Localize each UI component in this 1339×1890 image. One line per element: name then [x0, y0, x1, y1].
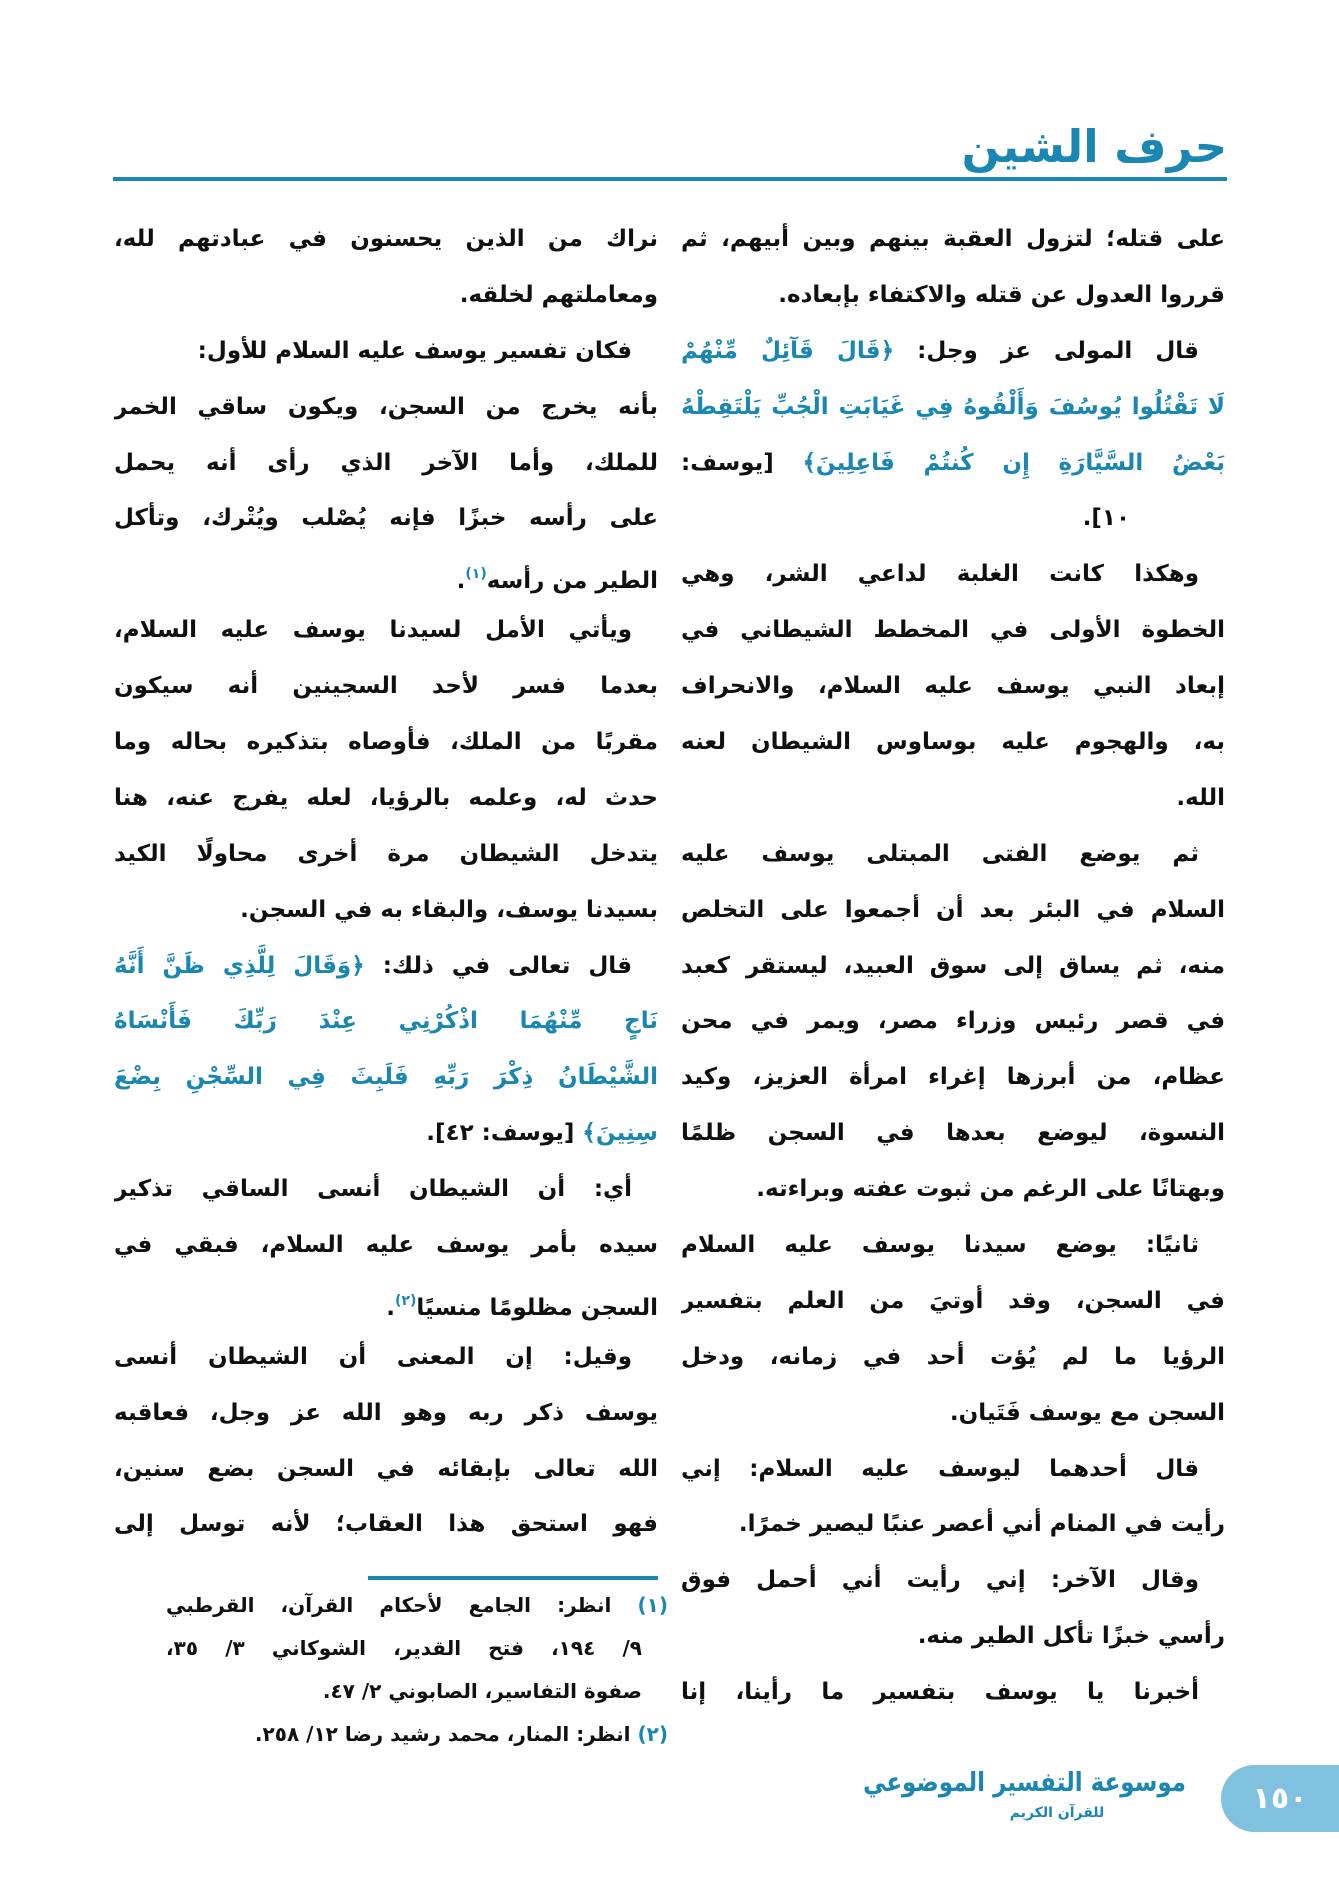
- body-text: صفوة التفاسير، الصابوني ٢/ ٤٧.: [322, 1679, 642, 1703]
- text-line: [114, 380, 658, 436]
- text-line: [681, 659, 1225, 715]
- text-line: [114, 883, 658, 939]
- body-text: قال تعالى في ذلك:: [364, 952, 632, 979]
- publisher-logo: [863, 1763, 1186, 1823]
- quran-verse-text: ﴿وَقَالَ لِلَّذِي ظَنَّ أَنَّهُ: [114, 952, 365, 979]
- body-text: الله تعالى بإبقائه في السجن بضع سنين،: [114, 1455, 658, 1482]
- body-text: عظام، من أبرزها إغراء امرأة العزيز، وكيد: [681, 1064, 1225, 1091]
- text-line: [114, 1442, 658, 1498]
- text-line: [114, 491, 658, 547]
- body-text: وبهتانًا على الرغم من ثبوت عفته وبراءته.: [756, 1176, 1225, 1203]
- text-line: [681, 1609, 1225, 1665]
- body-text: للملك، وأما الآخر الذي رأى أنه يحمل: [114, 449, 658, 476]
- footnote-separator: [368, 1576, 658, 1580]
- body-text: بسيدنا يوسف، والبقاء به في السجن.: [240, 896, 658, 923]
- text-line: [681, 1497, 1225, 1553]
- body-text: أي: أن الشيطان أنسى الساقي تذكير: [114, 1176, 632, 1203]
- text-line: [114, 1106, 658, 1162]
- text-line: [681, 1050, 1225, 1106]
- column-left: [114, 212, 658, 1553]
- text-line: [681, 436, 1225, 492]
- body-text: قال أحدهما ليوسف عليه السلام: إني: [681, 1455, 1199, 1482]
- body-text: منه، ثم يساق إلى سوق العبيد، ليستقر كعبد: [681, 952, 1225, 979]
- body-text: مقربًا من الملك، فأوصاه بتذكيره بحاله وما: [114, 729, 658, 756]
- body-text: .: [456, 568, 466, 595]
- body-text: السجن مظلومًا منسيًا: [416, 1294, 658, 1321]
- text-line: [681, 324, 1225, 380]
- footnote-marker: (١): [465, 566, 487, 583]
- footnotes: [166, 1584, 668, 1756]
- text-line: [114, 324, 658, 380]
- text-line: [114, 827, 658, 883]
- body-text: وهكذا كانت الغلبة لداعي الشر، وهي: [681, 561, 1199, 588]
- body-text: النسوة، ليوضع بعدها في السجن ظلمًا: [681, 1120, 1225, 1147]
- text-line: [114, 1050, 658, 1106]
- body-text: انظر: المنار، محمد رشيد رضا ١٢/ ٢٥٨.: [254, 1722, 638, 1746]
- page-number-badge: [1221, 1765, 1339, 1832]
- body-text: بعدما فسر لأحد السجينين أنه سيكون: [114, 673, 658, 700]
- header-rule: [113, 177, 1227, 181]
- body-text: نراك من الذين يحسنون في عبادتهم لله،: [114, 226, 658, 252]
- text-line: [681, 1386, 1225, 1442]
- text-line: [681, 212, 1225, 268]
- body-text: [يوسف: ٤٢].: [426, 1120, 583, 1147]
- text-line: [114, 771, 658, 827]
- footnote-marker: (١): [637, 1593, 668, 1617]
- body-text: على قتله؛ لتزول العقبة بينهم وبين أبيهم، ثم: [681, 226, 1225, 252]
- text-line: [114, 994, 658, 1050]
- text-line: [681, 1665, 1225, 1721]
- body-text: رأيت في المنام أني أعصر عنبًا ليصير خمرًا.: [738, 1511, 1225, 1538]
- text-line: [114, 939, 658, 995]
- body-text: وقيل: إن المعنى أن الشيطان أنسى: [114, 1343, 632, 1370]
- quran-verse-text: الشَّيْطَانُ ذِكْرَ رَبِّهِ فَلَبِثَ فِي السِّجْنِ بِضْعَ: [114, 1064, 658, 1091]
- body-text: قال المولى عز وجل:: [894, 337, 1199, 364]
- quran-verse-text: ﴿قَالَ قَآئِلٌ مِّنْهُمْ: [681, 337, 895, 364]
- logo-subtitle: للقرآن الكريم: [1009, 1805, 1105, 1821]
- text-line: [114, 659, 658, 715]
- text-line: [681, 827, 1225, 883]
- text-line: [114, 268, 658, 324]
- text-line: [681, 1330, 1225, 1386]
- body-text: الطير من رأسه: [486, 568, 658, 595]
- text-line: [681, 547, 1225, 603]
- text-line: [681, 939, 1225, 995]
- text-line: [114, 1497, 658, 1553]
- text-line: [166, 1584, 668, 1627]
- text-line: [681, 1442, 1225, 1498]
- text-line: [681, 491, 1225, 547]
- text-line: [681, 771, 1225, 827]
- body-text: على رأسه خبزًا فإنه يُصْلب ويُتْرك، وتأكل: [114, 505, 658, 532]
- quran-verse-text: سِنِينَ﴾: [582, 1120, 658, 1147]
- body-text: سيده بأمر يوسف عليه السلام، فبقي في: [114, 1232, 658, 1259]
- body-text: ١٠].: [1082, 505, 1130, 532]
- body-text: ٩/ ١٩٤، فتح القدير، الشوكاني ٣/ ٣٥،: [166, 1636, 642, 1660]
- body-text: السجن مع يوسف فَتَيان.: [949, 1399, 1225, 1426]
- text-line: [114, 436, 658, 492]
- body-text: ومعاملتهم لخلقه.: [459, 281, 658, 308]
- text-line: [114, 603, 658, 659]
- text-line: [681, 603, 1225, 659]
- body-text: فهو استحق هذا العقاب؛ لأنه توسل إلى: [114, 1511, 658, 1538]
- body-text: ثم يوضع الفتى المبتلى يوسف عليه: [681, 840, 1199, 867]
- body-text: يتدخل الشيطان مرة أخرى محاولًا الكيد: [114, 840, 658, 867]
- text-line: [681, 994, 1225, 1050]
- body-text: حدث له، وعلمه بالرؤيا، لعله يفرج عنه، هنا: [114, 784, 658, 811]
- body-text: يوسف ذكر ربه وهو الله عز وجل، فعاقبه: [114, 1399, 658, 1426]
- text-line: [681, 1106, 1225, 1162]
- text-line: [114, 715, 658, 771]
- page-number: ١٥٠: [1252, 1781, 1308, 1816]
- body-text: الله.: [1176, 784, 1225, 811]
- text-line: [114, 212, 658, 268]
- body-text: في السجن، وقد أوتيَ من العلم بتفسير: [681, 1287, 1225, 1314]
- body-text: رأسي خبزًا تأكل الطير منه.: [917, 1623, 1225, 1650]
- text-line: [681, 268, 1225, 324]
- text-line: [166, 1627, 668, 1670]
- text-line: [681, 1162, 1225, 1218]
- text-line: [681, 883, 1225, 939]
- text-line: [681, 1218, 1225, 1274]
- body-text: الرؤيا ما لم يُؤت أحد في زمانه، ودخل: [681, 1343, 1225, 1370]
- logo-title: موسوعة التفسير الموضوعي: [863, 1768, 1186, 1798]
- text-line: [114, 1330, 658, 1386]
- text-line: [681, 1274, 1225, 1330]
- quran-verse-text: بَعْضُ السَّيَّارَةِ إِن كُنتُمْ فَاعِلِينَ﴾: [802, 449, 1225, 476]
- body-text: قرروا العدول عن قتله والاكتفاء بإبعاده.: [778, 281, 1225, 308]
- body-text: الخطوة الأولى في المخطط الشيطاني في: [681, 617, 1225, 644]
- text-line: [114, 1386, 658, 1442]
- text-line: [166, 1670, 668, 1713]
- body-text: ويأتي الأمل لسيدنا يوسف عليه السلام،: [114, 617, 632, 644]
- body-text: وقال الآخر: إني رأيت أني أحمل فوق: [681, 1567, 1199, 1594]
- body-text: به، والهجوم عليه بوساوس الشيطان لعنه: [681, 729, 1225, 756]
- column-right: [681, 212, 1225, 1721]
- text-line: [166, 1713, 668, 1756]
- body-text: إبعاد النبي يوسف عليه السلام، والانحراف: [681, 673, 1225, 700]
- body-text: أخبرنا يا يوسف بتفسير ما رأينا، إنا: [681, 1679, 1199, 1706]
- text-line: [114, 1274, 658, 1330]
- text-line: [114, 1162, 658, 1218]
- body-text: في قصر رئيس وزراء مصر، ويمر في محن: [681, 1008, 1225, 1035]
- text-line: [681, 715, 1225, 771]
- quran-verse-text: لَا تَقْتُلُوا يُوسُفَ وَأَلْقُوهُ فِي غَيَابَتِ الْجُبِّ يَلْتَقِطْهُ: [681, 393, 1225, 420]
- body-text: فكان تفسير يوسف عليه السلام للأول:: [197, 337, 632, 364]
- body-text: .: [386, 1294, 396, 1321]
- body-text: السلام في البئر بعد أن أجمعوا على التخلص: [681, 896, 1225, 923]
- footnote-marker: (٢): [395, 1292, 417, 1309]
- body-text: بأنه يخرج من السجن، ويكون ساقي الخمر: [114, 393, 658, 420]
- text-line: [114, 1218, 658, 1274]
- text-line: [114, 547, 658, 603]
- quran-verse-text: نَاجٍ مِّنْهُمَا اذْكُرْنِي عِنْدَ رَبِّكَ فَأَنْسَاهُ: [114, 1008, 658, 1035]
- body-text: [يوسف:: [681, 449, 803, 476]
- text-line: [681, 1553, 1225, 1609]
- text-line: [681, 380, 1225, 436]
- body-text: انظر: الجامع لأحكام القرآن، القرطبي: [166, 1593, 638, 1617]
- body-text: ثانيًا: يوضع سيدنا يوسف عليه السلام: [681, 1232, 1199, 1259]
- footnote-marker: (٢): [637, 1722, 668, 1746]
- chapter-heading: حرف الشين: [961, 120, 1227, 173]
